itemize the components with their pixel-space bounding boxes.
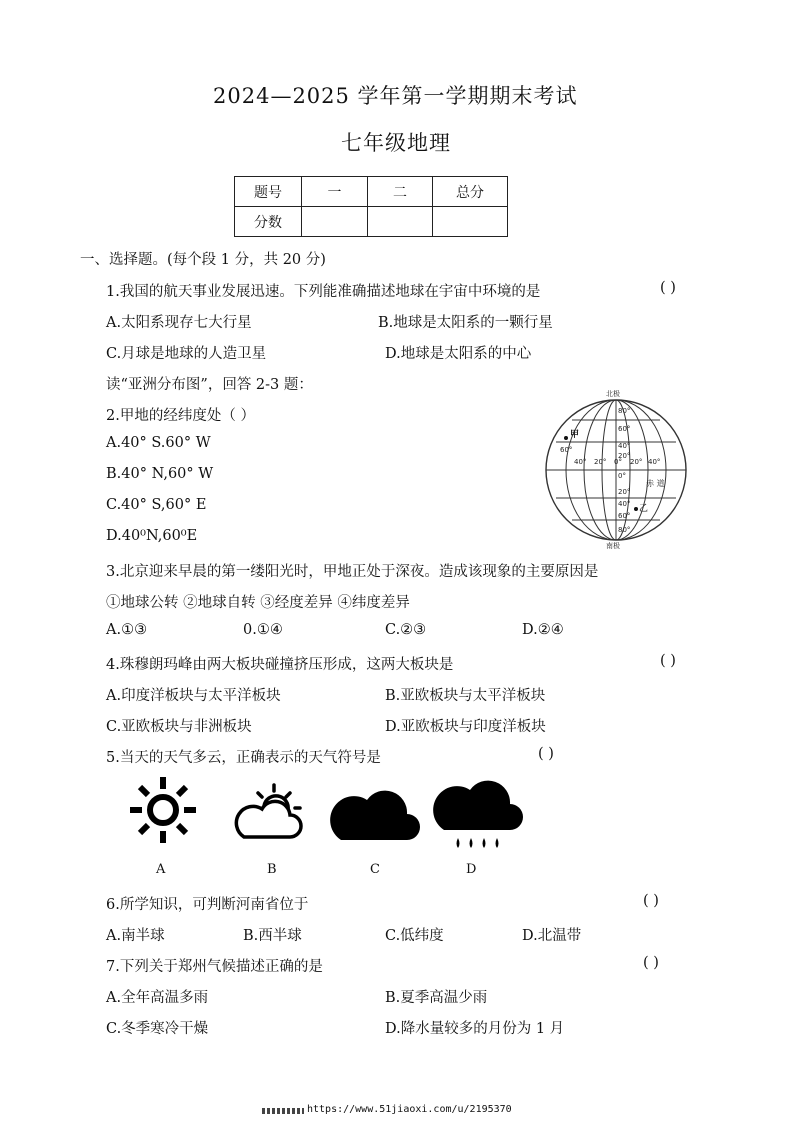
cloud-icon[interactable]: [327, 782, 421, 842]
globe-lat-label: 60°: [618, 512, 631, 520]
q1-option-c[interactable]: C.月球是地球的人造卫星: [106, 346, 267, 362]
q2-option-c[interactable]: C.40° S,60° E: [106, 497, 207, 513]
q1-option-d[interactable]: D.地球是太阳系的中心: [385, 346, 532, 362]
q6-stem: 6.所学知识，可判断河南省位于: [106, 897, 309, 913]
q1-stem: 1.我国的航天事业发展迅速。下列能准确描述地球在宇宙中环境的是: [106, 284, 541, 300]
q1-option-b[interactable]: B.地球是太阳系的一颗行星: [378, 315, 553, 331]
q3-option-b[interactable]: 0.①④: [243, 622, 283, 638]
q3-option-d[interactable]: D.②④: [522, 622, 564, 638]
q3-statements: ①地球公转 ②地球自转 ③经度差异 ④纬度差异: [106, 595, 410, 611]
score-cell[interactable]: [368, 207, 433, 237]
globe-lat-label: 0°: [618, 472, 626, 480]
footer-watermark-mark: [262, 1108, 304, 1114]
q2-option-d[interactable]: D.40⁰N,60⁰E: [106, 528, 198, 544]
q2-3-intro: 读“亚洲分布图”，回答 2-3 题：: [106, 377, 313, 393]
q6-option-d[interactable]: D.北温带: [522, 928, 582, 944]
globe-lat-label: 20°: [618, 488, 631, 496]
q5-label-a: A: [156, 862, 166, 877]
q1-answer-bracket[interactable]: ( ): [660, 280, 676, 296]
score-table: [234, 176, 508, 237]
q6-answer-bracket[interactable]: ( ): [643, 893, 659, 909]
q7-option-c[interactable]: C.冬季寒冷干燥: [106, 1021, 209, 1037]
q7-option-d[interactable]: D.降水量较多的月份为 1 月: [385, 1021, 565, 1037]
exam-subtitle: 七年级地理: [341, 131, 451, 155]
globe-lon-label: 40°: [648, 458, 661, 466]
q4-option-d[interactable]: D.亚欧板块与印度洋板块: [385, 719, 546, 735]
q2-option-b[interactable]: B.40° N,60° W: [106, 466, 214, 482]
q5-stem: 5.当天的天气多云，正确表示的天气符号是: [106, 750, 381, 766]
partly-cloudy-icon[interactable]: [230, 782, 304, 842]
q7-option-a[interactable]: A.全年高温多雨: [106, 990, 209, 1006]
globe-lon-label: 0°: [614, 458, 622, 466]
q4-option-a[interactable]: A.印度洋板块与太平洋板块: [106, 688, 281, 704]
q2-stem: 2.甲地的经纬度处（ ）: [106, 408, 255, 424]
q5-answer-bracket[interactable]: ( ): [538, 746, 554, 762]
q3-option-a[interactable]: A.①③: [106, 622, 148, 638]
globe-lon-label: 40°: [574, 458, 587, 466]
score-table-header-row: [235, 177, 508, 207]
globe-south-label: 南极: [606, 542, 620, 550]
globe-lat-label: 40°: [618, 500, 631, 508]
score-cell[interactable]: [433, 207, 508, 237]
globe-lon-label: 60°: [560, 446, 573, 454]
q2-option-a[interactable]: A.40° S.60° W: [106, 435, 211, 451]
globe-equator-label: 赤 道: [646, 479, 665, 488]
q6-option-b[interactable]: B.西半球: [243, 928, 302, 944]
globe-north-label: 北极: [606, 390, 620, 398]
globe-lon-label: 20°: [630, 458, 643, 466]
q4-option-b[interactable]: B.亚欧板块与太平洋板块: [385, 688, 546, 704]
rain-cloud-icon[interactable]: [430, 774, 524, 852]
q6-option-c[interactable]: C.低纬度: [385, 928, 444, 944]
globe-point-jia: 甲: [570, 430, 580, 440]
globe-point-yi: 乙: [639, 504, 649, 514]
q7-stem: 7.下列关于郑州气候描述正确的是: [106, 959, 323, 975]
q4-answer-bracket[interactable]: ( ): [660, 653, 676, 669]
q5-label-d: D: [466, 862, 477, 877]
q4-option-c[interactable]: C.亚欧板块与非洲板块: [106, 719, 252, 735]
q4-stem: 4.珠穆朗玛峰由两大板块碰撞挤压形成，这两大板块是: [106, 657, 454, 673]
exam-title: 2024—2025 学年第一学期期末考试: [213, 84, 578, 108]
score-row-label: 分数: [235, 207, 302, 237]
q1-option-a[interactable]: A.太阳系现存七大行星: [106, 315, 252, 331]
q3-option-c[interactable]: C.②③: [385, 622, 427, 638]
q5-label-b: B: [267, 862, 277, 877]
section-heading: 一、选择题。(每个段 1 分，共 20 分): [80, 252, 326, 268]
score-table-row: [235, 207, 508, 237]
globe-lat-label: 80°: [618, 407, 631, 415]
globe-lat-label: 60°: [618, 425, 631, 433]
q5-label-c: C: [370, 862, 380, 877]
globe-figure: [544, 386, 688, 550]
sun-icon[interactable]: [126, 774, 200, 846]
score-cell[interactable]: [302, 207, 368, 237]
q7-answer-bracket[interactable]: ( ): [643, 955, 659, 971]
score-header-cell: 总分: [433, 177, 508, 207]
globe-lat-label: 80°: [618, 526, 631, 534]
globe-lat-label: 20°: [618, 452, 631, 460]
q6-option-a[interactable]: A.南半球: [106, 928, 165, 944]
globe-lon-label: 20°: [594, 458, 607, 466]
score-header-cell: 二: [368, 177, 433, 207]
score-header-cell: 题号: [235, 177, 302, 207]
score-header-cell: 一: [302, 177, 368, 207]
footer-url[interactable]: https://www.51jiaoxi.com/u/2195370: [307, 1104, 512, 1115]
globe-lat-label: 40°: [618, 442, 631, 450]
q3-stem: 3.北京迎来早晨的第一缕阳光时，甲地正处于深夜。造成该现象的主要原因是: [106, 564, 599, 580]
q7-option-b[interactable]: B.夏季高温少雨: [385, 990, 488, 1006]
